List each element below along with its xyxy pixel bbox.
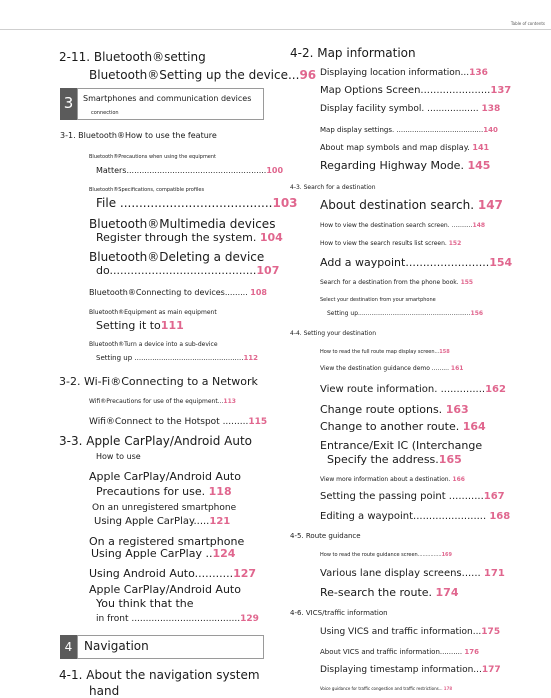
toc-entry-carplay-front-cont[interactable]: You think that the: [96, 597, 194, 610]
toc-entry-search-results[interactable]: How to view the search results list screen. 152: [320, 240, 462, 247]
toc-entry-carplay-front-cont2[interactable]: in front ......................................129: [96, 614, 259, 624]
toc-heading-3-2: 3-2. Wi-Fi®Connecting to a Network: [59, 375, 258, 388]
toc-entry-passing-point[interactable]: Setting the passing point ...........167: [320, 491, 505, 502]
toc-entry-location-info[interactable]: Displaying location information...136: [320, 68, 488, 78]
toc-entry-bt-main-equipment-cont[interactable]: Setting it to111: [96, 319, 184, 332]
toc-entry-more-destination-info[interactable]: View more information about a destination. 166: [320, 476, 465, 483]
section-title: Smartphones and communication devices: [83, 94, 252, 103]
toc-entry-timestamp-info[interactable]: Displaying timestamp information...177: [320, 665, 501, 675]
toc-entry-bt-sub-device[interactable]: Bluetooth®Turn a device into a sub-device: [89, 341, 218, 348]
toc-entry-interchange[interactable]: Entrance/Exit IC (Interchange: [320, 439, 483, 452]
toc-entry-research-route[interactable]: Re-search the route. 174: [320, 586, 459, 599]
toc-entry-carplay-registered[interactable]: On a registered smartphone: [89, 535, 245, 548]
toc-entry-highway-mode[interactable]: Regarding Highway Mode. 145: [320, 159, 491, 172]
toc-entry-bt-connecting[interactable]: Bluetooth®Connecting to devices......... 108: [89, 288, 267, 297]
toc-heading-2-11: 2-11. Bluetooth®setting: [59, 50, 206, 64]
toc-entry-full-route-map[interactable]: How to read the full route map display screen...158: [320, 349, 450, 355]
toc-entry-search-screen[interactable]: How to view the destination search screen. ...........148: [320, 222, 486, 229]
toc-heading-3-1: 3-1. Bluetooth®How to use the feature: [60, 131, 217, 140]
toc-entry-edit-waypoint[interactable]: Editing a waypoint....................... 168: [320, 511, 511, 522]
toc-entry-bt-specs[interactable]: Bluetooth®Specifications, compatible profiles: [89, 187, 205, 193]
toc-entry-map-display-settings[interactable]: Map display settings. .......................................140: [320, 126, 498, 134]
toc-entry-bt-multimedia[interactable]: Bluetooth®Multimedia devices: [89, 217, 276, 231]
toc-entry-another-route[interactable]: Change to another route. 164: [320, 420, 486, 433]
toc-heading-4-3: 4-3. Search for a destination: [290, 184, 376, 191]
toc-entry-map-options[interactable]: Map Options Screen......................137: [320, 85, 512, 96]
toc-entry-carplay-unregistered[interactable]: On an unregistered smartphone: [92, 503, 237, 513]
toc-entry-bt-setup-device[interactable]: Bluetooth®Setting up the device...96: [89, 68, 317, 82]
toc-entry-about-vics[interactable]: About VICS and traffic information.......... 176: [320, 648, 479, 656]
toc-entry-android-auto[interactable]: Using Android Auto...........127: [89, 567, 257, 580]
running-header: Table of contents: [510, 21, 545, 26]
toc-heading-4-4: 4-4. Setting your destination: [290, 330, 377, 337]
toc-entry-using-vics[interactable]: Using VICS and traffic information...175: [320, 627, 501, 637]
toc-entry-wifi-precautions[interactable]: Wifi®Precautions for use of the equipment...113: [89, 398, 236, 405]
toc-entry-bt-sub-device-cont[interactable]: Setting up .................................................112: [96, 354, 259, 362]
section-3-header: [60, 88, 264, 120]
toc-entry-route-guidance-screen[interactable]: How to read the route guidance screen...............169: [320, 552, 453, 558]
toc-entry-smartphone-destination[interactable]: Select your destination from your smartphone: [320, 297, 436, 303]
toc-entry-carplay-front[interactable]: Apple CarPlay/Android Auto: [89, 583, 241, 596]
toc-entry-carplay-precautions[interactable]: Apple CarPlay/Android Auto: [89, 470, 241, 483]
toc-entry-bt-precautions-cont[interactable]: Matters.......................................................100: [96, 166, 284, 175]
toc-entry-guidance-demo[interactable]: View the destination guidance demo ......... 161: [320, 365, 464, 372]
header-rule: [0, 29, 551, 30]
toc-heading-4-1: 4-1. About the navigation system: [59, 668, 260, 682]
toc-entry-destination-search[interactable]: About destination search. 147: [320, 198, 503, 212]
toc-entry-bt-precautions[interactable]: Bluetooth®Precautions when using the equipment: [89, 154, 217, 160]
toc-entry-add-waypoint[interactable]: Add a waypoint........................154: [320, 256, 513, 269]
section-number: 3: [60, 88, 77, 120]
toc-entry-phone-book[interactable]: Search for a destination from the phone book. 155: [320, 279, 474, 286]
section-4-header: [60, 635, 264, 659]
section-title: Navigation: [84, 639, 149, 653]
toc-entry-bt-main-equipment[interactable]: Bluetooth®Equipment as main equipment: [89, 309, 217, 316]
toc-heading-4-1-cont: hand: [89, 684, 120, 698]
section-number: 4: [60, 635, 77, 659]
toc-entry-map-symbols[interactable]: About map symbols and map display. 141: [320, 143, 490, 152]
toc-entry-wifi-hotspot[interactable]: Wifi®Connect to the Hotspot .........115: [89, 417, 268, 427]
toc-entry-carplay-precautions-cont[interactable]: Precautions for use. 118: [96, 485, 232, 498]
toc-entry-smartphone-destination-cont[interactable]: Setting up...........................................................156: [327, 310, 484, 317]
toc-heading-3-3: 3-3. Apple CarPlay/Android Auto: [59, 434, 253, 448]
toc-entry-voice-guidance[interactable]: Voice guidance for traffic congestion and traffic restrictions... 178: [320, 686, 453, 691]
toc-entry-route-info[interactable]: View route information. ..............162: [320, 384, 506, 395]
toc-entry-bt-specs-cont[interactable]: File ........................................103: [96, 196, 298, 210]
toc-entry-carplay-unregistered-cont[interactable]: Using Apple CarPlay.....121: [94, 516, 231, 527]
toc-entry-facility-symbol[interactable]: Display facility symbol. .................. 138: [320, 104, 501, 114]
toc-entry-bt-multimedia-cont[interactable]: Register through the system. 104: [96, 231, 283, 244]
toc-heading-4-5: 4-5. Route guidance: [290, 532, 361, 540]
toc-entry-route-options[interactable]: Change route options. 163: [320, 403, 469, 416]
toc-entry-lane-display[interactable]: Various lane display screens...... 171: [320, 568, 505, 579]
toc-heading-4-2: 4-2. Map information: [290, 46, 416, 60]
toc-heading-3-3-cont: How to use: [96, 452, 141, 461]
toc-entry-bt-delete-cont[interactable]: do..........................................107: [96, 264, 280, 277]
toc-entry-bt-delete[interactable]: Bluetooth®Deleting a device: [89, 250, 265, 264]
section-subtitle: connection: [91, 110, 119, 116]
toc-heading-4-6: 4-6. VICS/traffic information: [290, 609, 388, 617]
toc-entry-interchange-cont[interactable]: Specify the address.165: [327, 453, 462, 466]
toc-entry-carplay-registered-cont[interactable]: Using Apple CarPlay ..124: [91, 547, 236, 560]
